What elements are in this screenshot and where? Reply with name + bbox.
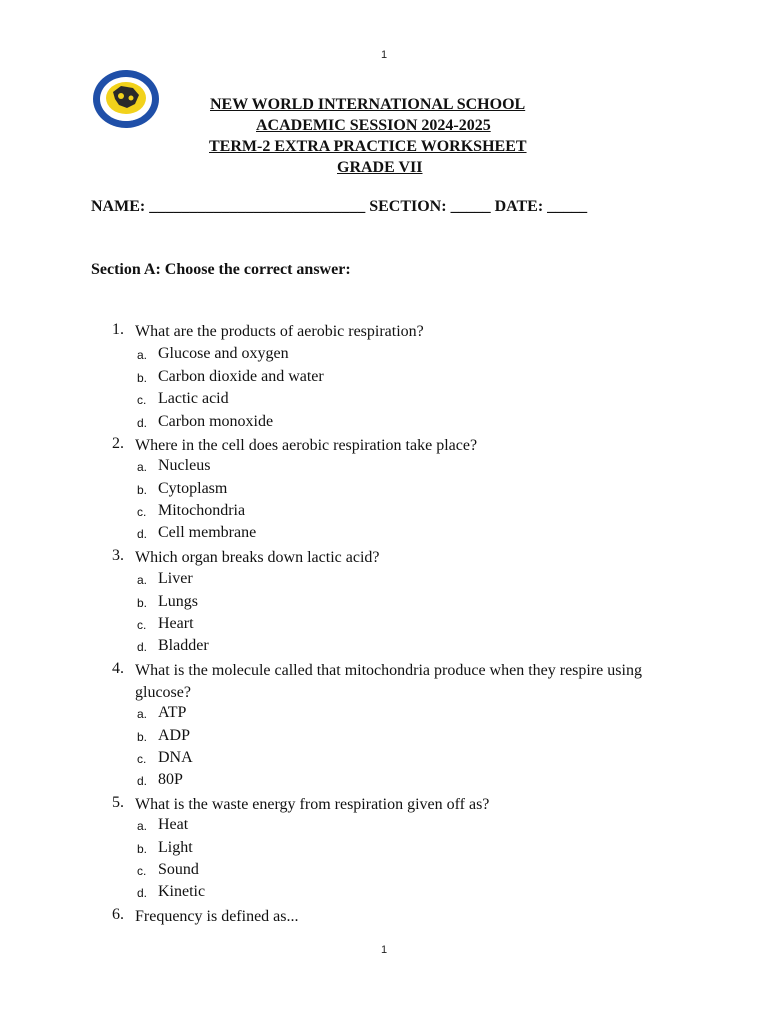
worksheet-title: TERM-2 EXTRA PRACTICE WORKSHEET <box>209 138 527 155</box>
option-letter: d. <box>137 416 148 430</box>
option-text: Liver <box>158 570 193 587</box>
option-letter: c. <box>137 505 147 519</box>
question-text: What are the products of aerobic respiration? <box>135 323 424 340</box>
option-text: DNA <box>158 749 193 766</box>
option-letter: b. <box>137 730 148 744</box>
section-a-title: Section A: Choose the correct answer: <box>91 261 351 278</box>
option-text: 80P <box>158 771 183 788</box>
option-letter: c. <box>137 752 147 766</box>
question-text: Which organ breaks down lactic acid? <box>135 549 380 566</box>
option-text: Kinetic <box>158 883 206 900</box>
option-text: Cytoplasm <box>158 480 228 497</box>
option-text: Sound <box>158 861 199 878</box>
question-number: 1. <box>112 321 124 338</box>
option-letter: d. <box>137 886 148 900</box>
option-text: Heat <box>158 816 189 833</box>
option-text: Lungs <box>158 593 198 610</box>
school-name: NEW WORLD INTERNATIONAL SCHOOL <box>210 96 526 113</box>
option-letter: c. <box>137 864 147 878</box>
option-text: ADP <box>158 727 191 744</box>
question-number: 3. <box>112 547 124 564</box>
option-text: Nucleus <box>158 457 211 474</box>
question-text: What is the molecule called that mitochondria produce when they respire using glucose? <box>135 662 642 701</box>
option-text: Lactic acid <box>158 390 229 407</box>
question-text: Frequency is defined as... <box>135 908 299 925</box>
option-text: ATP <box>158 704 187 721</box>
option-letter: a. <box>137 573 148 587</box>
option-letter: c. <box>137 618 147 632</box>
option-letter: b. <box>137 842 148 856</box>
question-number: 6. <box>112 906 124 923</box>
option-text: Cell membrane <box>158 524 257 541</box>
option-letter: a. <box>137 819 148 833</box>
question-number: 2. <box>112 435 124 452</box>
option-text: Carbon dioxide and water <box>158 368 324 385</box>
option-letter: b. <box>137 371 148 385</box>
grade-title: GRADE VII <box>337 159 423 176</box>
page-number-bottom: 1 <box>380 944 388 956</box>
option-text: Mitochondria <box>158 502 246 519</box>
question-number: 5. <box>112 794 124 811</box>
option-letter: a. <box>137 707 148 721</box>
option-text: Carbon monoxide <box>158 413 274 430</box>
option-text: Glucose and oxygen <box>158 345 289 362</box>
school-logo <box>91 68 161 130</box>
question-text: What is the waste energy from respiration given off as? <box>135 796 490 813</box>
question-number: 4. <box>112 660 124 677</box>
option-letter: d. <box>137 527 148 541</box>
page-number-top: 1 <box>380 49 388 61</box>
option-letter: b. <box>137 596 148 610</box>
question-text: Where in the cell does aerobic respiration take place? <box>135 437 478 454</box>
option-letter: d. <box>137 774 148 788</box>
option-text: Light <box>158 839 193 856</box>
option-text: Bladder <box>158 637 209 654</box>
option-letter: a. <box>137 460 148 474</box>
option-text: Heart <box>158 615 194 632</box>
option-letter: b. <box>137 483 148 497</box>
student-info-line: NAME: ___________________________ SECTION: _____ DATE: _____ <box>91 198 588 215</box>
option-letter: a. <box>137 348 148 362</box>
option-letter: c. <box>137 393 147 407</box>
academic-session: ACADEMIC SESSION 2024-2025 <box>256 117 491 134</box>
option-letter: d. <box>137 640 148 654</box>
